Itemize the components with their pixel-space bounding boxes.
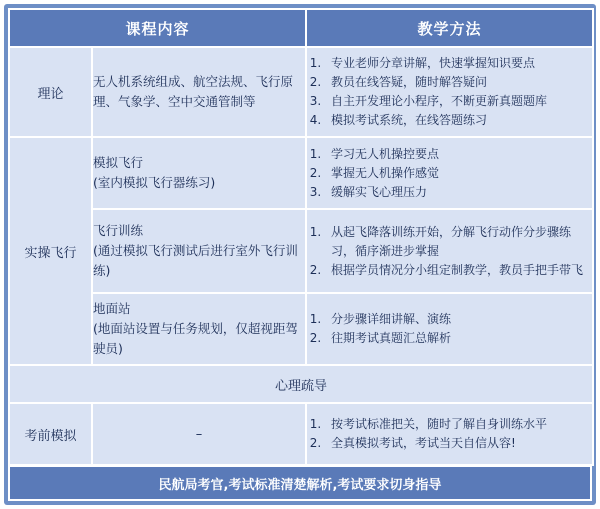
preexam-methods: [306, 403, 593, 465]
list-item: 1. 分步骤详细讲解、演练: [325, 310, 592, 329]
list-item: 3. 自主开发理论小程序，不断更新真题题库: [325, 92, 592, 111]
label-preexam: 考前模拟: [9, 403, 92, 465]
flight-content: [92, 209, 306, 293]
label-practice: 实操飞行: [9, 137, 92, 365]
flight-methods: [306, 209, 593, 293]
list-item: 2. 往期考试真题汇总解析: [325, 329, 592, 348]
flight-title: 飞行训练: [93, 223, 144, 238]
flight-sub: (通过模拟飞行测试后进行室外飞行训练): [93, 243, 298, 278]
list-item: 1. 按考试标准把关，随时了解自身训练水平: [325, 415, 592, 434]
list-item: 2. 教员在线答疑，随时解答疑问: [325, 73, 592, 92]
row-ground: [9, 293, 593, 365]
label-theory: 理论: [9, 47, 92, 137]
counseling-label: 心理疏导: [9, 365, 593, 403]
sim-title: 模拟飞行: [93, 155, 144, 170]
syllabus-table: [8, 8, 594, 466]
header-method: 教学方法: [306, 9, 593, 47]
ground-method-list: [307, 310, 592, 348]
list-item: 3. 缓解实飞心理压力: [325, 183, 592, 202]
theory-methods: [306, 47, 593, 137]
list-item: 2. 根据学员情况分小组定制教学，教员手把手带飞: [325, 261, 592, 280]
row-preexam: [9, 403, 593, 465]
syllabus-panel: [4, 4, 596, 505]
theory-content: 无人机系统组成、航空法规、飞行原理、气象学、空中交通管制等: [92, 47, 306, 137]
flight-method-list: [307, 223, 592, 280]
ground-title: 地面站: [93, 301, 131, 316]
preexam-method-list: [307, 415, 592, 453]
ground-methods: [306, 293, 593, 365]
theory-method-list: [307, 54, 592, 130]
ground-sub: (地面站设置与任务规划，仅超视距驾驶员): [93, 321, 298, 356]
sim-sub: (室内模拟飞行器练习): [93, 175, 216, 190]
header-row: [9, 9, 593, 47]
row-sim: [9, 137, 593, 209]
footer-banner: 民航局考官,考试标准清楚解析,考试要求切身指导: [8, 465, 592, 501]
ground-content: [92, 293, 306, 365]
list-item: 1. 从起飞降落训练开始，分解飞行动作分步骤练习，循序渐进步掌握: [325, 223, 592, 261]
header-content: 课程内容: [9, 9, 306, 47]
row-counseling: [9, 365, 593, 403]
list-item: 2. 全真模拟考试，考试当天自信从容!: [325, 434, 592, 453]
preexam-content: –: [92, 403, 306, 465]
list-item: 4. 模拟考试系统，在线答题练习: [325, 111, 592, 130]
sim-method-list: [307, 145, 592, 202]
row-flight: [9, 209, 593, 293]
sim-methods: [306, 137, 593, 209]
row-theory: [9, 47, 593, 137]
list-item: 1. 专业老师分章讲解，快速掌握知识要点: [325, 54, 592, 73]
sim-content: [92, 137, 306, 209]
list-item: 2. 掌握无人机操作感觉: [325, 164, 592, 183]
list-item: 1. 学习无人机操控要点: [325, 145, 592, 164]
